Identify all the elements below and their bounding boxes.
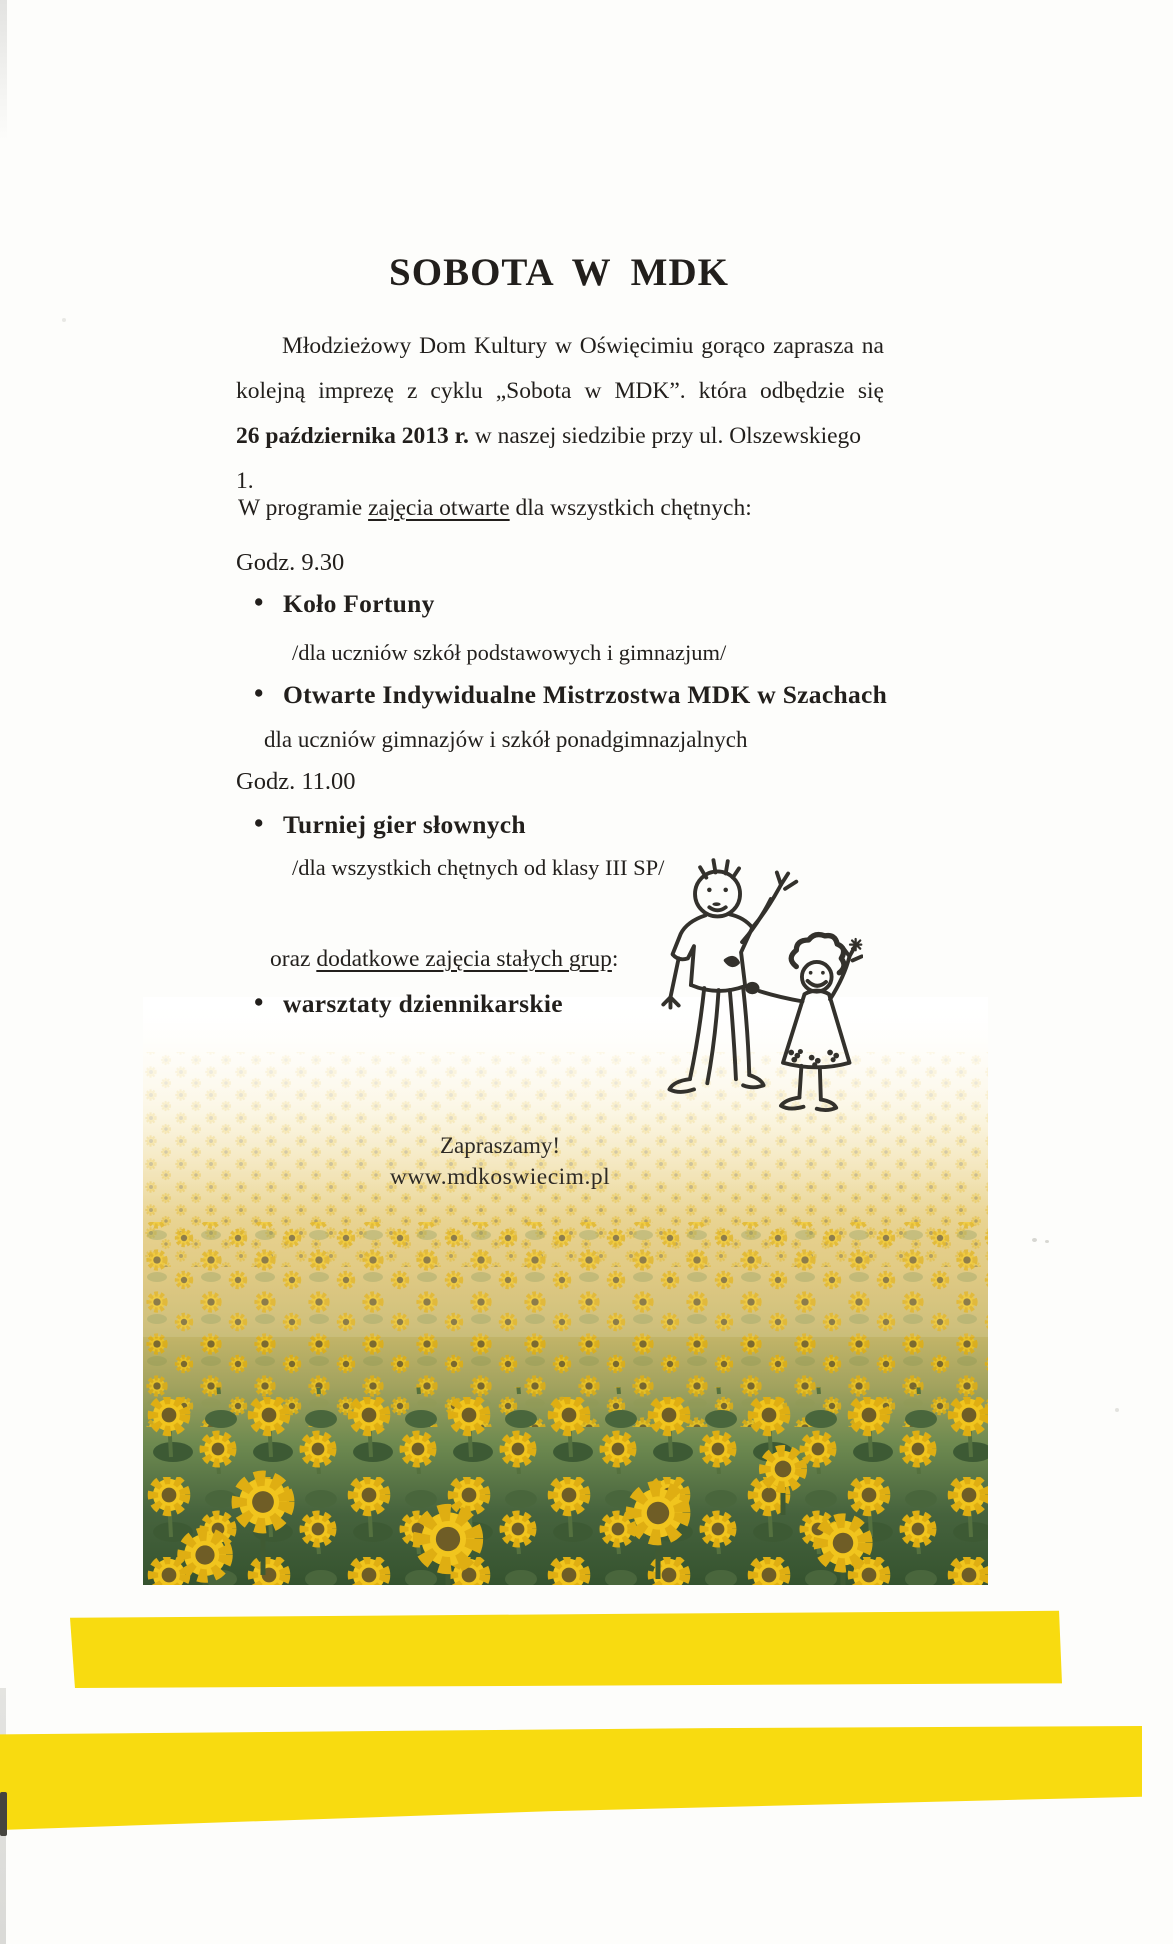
time-heading-2: Godz. 11.00 — [236, 768, 356, 795]
program-heading-underlined: zajęcia otwarte — [368, 495, 510, 521]
adult-figure — [663, 860, 796, 1092]
intro-line-2: kolejną imprezę z cyklu „Sobota w MDK”. która odbędzie się — [236, 378, 884, 404]
child-figure — [759, 935, 861, 1111]
bullet-item-warsztaty — [252, 989, 563, 1019]
intro-line-3 — [236, 414, 884, 504]
bullet-item-kolo-fortuny — [252, 589, 435, 619]
scan-artifact — [0, 0, 7, 140]
yellow-highlight-bar-top — [70, 1610, 1062, 1688]
joined-hands — [745, 982, 759, 994]
scan-artifact — [1032, 1238, 1037, 1242]
event-place: w naszej siedzibie przy ul. Olszewskiego 1. — [236, 423, 862, 494]
yellow-highlight-bar-bottom — [0, 1726, 1142, 1830]
program-heading — [238, 495, 752, 522]
scan-artifact — [1115, 1408, 1119, 1412]
scan-artifact — [0, 1792, 7, 1836]
intro-paragraph — [236, 324, 884, 504]
children-drawing — [658, 852, 863, 1118]
extra-underlined: dodatkowe zajęcia stałych grup — [316, 946, 612, 972]
bullet-item-label: Otwarte Indywidualne Mistrzostwa MDK w Szachach — [283, 680, 888, 709]
star-doodle — [850, 939, 861, 950]
bullet-item-note: dla uczniów gimnazjów i szkół ponadgimnazjalnych — [264, 727, 748, 752]
extra-suffix: : — [611, 946, 619, 972]
bullet-item-note: /dla wszystkich chętnych od klasy III SP/ — [292, 855, 665, 880]
bullet-item-label: warsztaty dziennikarskie — [283, 989, 563, 1018]
website-text: www.mdkoswiecim.pl — [389, 1164, 611, 1190]
bullet-item-note: /dla uczniów szkół podstawowych i gimnazjum/ — [292, 640, 727, 665]
program-heading-prefix: W programie — [238, 495, 369, 521]
bullet-item-szachy — [252, 680, 887, 710]
bullet-item-turniej — [252, 810, 526, 840]
bullet-item-label: Koło Fortuny — [283, 589, 435, 618]
time-heading-1: Godz. 9.30 — [236, 549, 345, 576]
page-title: SOBOTA W MDK — [389, 251, 729, 294]
invite-text: Zapraszamy! — [439, 1133, 561, 1158]
program-heading-suffix: dla wszystkich chętnych: — [509, 495, 752, 521]
extra-activities-line — [270, 946, 618, 973]
event-date: 26 października 2013 r. — [236, 423, 469, 449]
scan-artifact — [62, 318, 66, 322]
intro-line-1: Młodzieżowy Dom Kultury w Oświęcimiu gorąco zaprasza na — [282, 333, 884, 359]
bullet-item-label: Turniej gier słownych — [283, 810, 526, 839]
extra-prefix: oraz — [270, 946, 317, 972]
scan-artifact — [1045, 1240, 1049, 1243]
